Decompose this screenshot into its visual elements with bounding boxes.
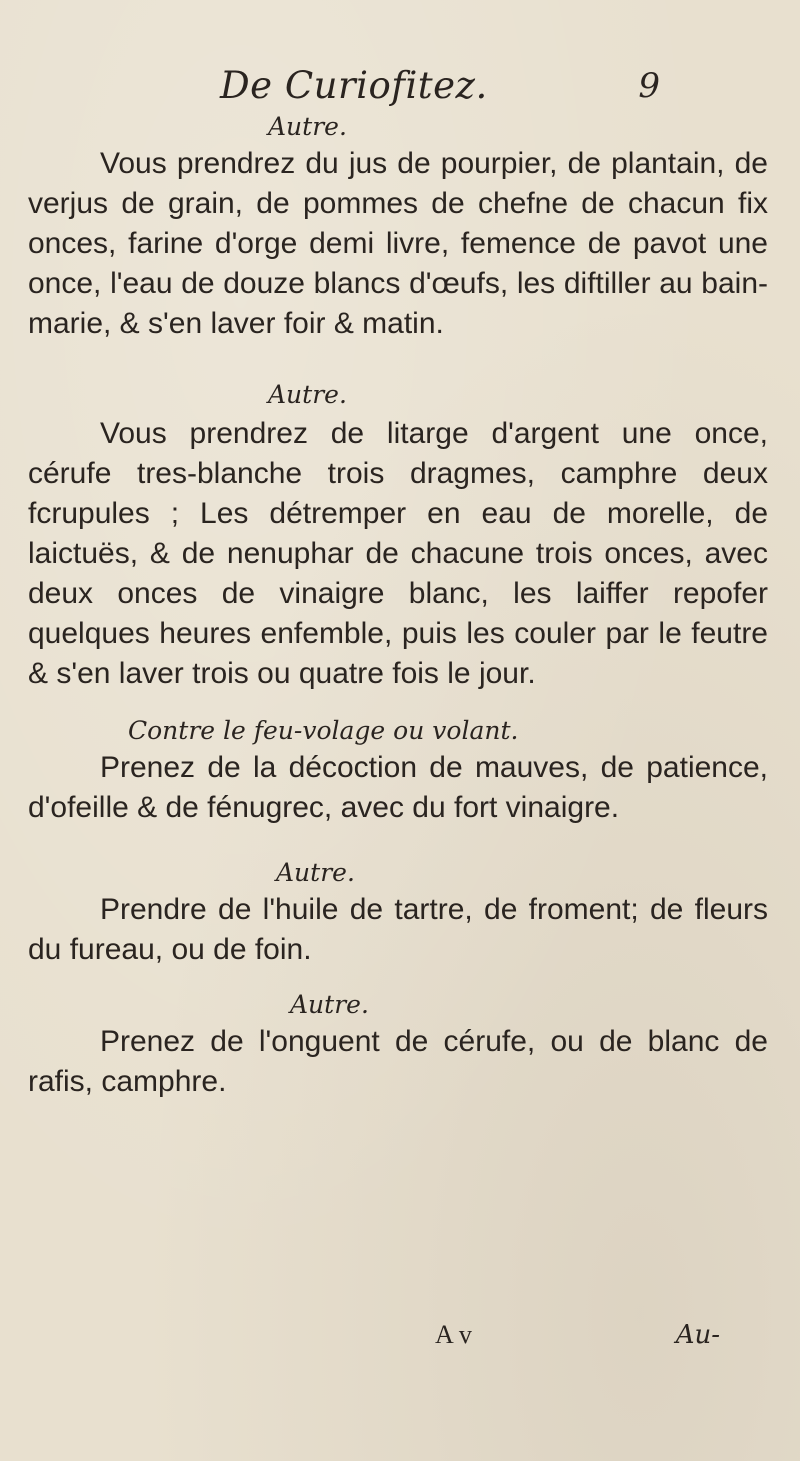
- section-paragraph: Prendre de l'huile de tartre, de froment; de fleurs du fureau, ou de foin.: [28, 893, 768, 966]
- section-paragraph: Vous prendrez de litarge d'argent une once, cérufe tres-blanche trois dragmes, camphre deux fcrupules ; Les détremper en eau de morelle, de laictuës, & de nenuphar de chacune trois onces, avec deux onces de vinaigre blanc, les laiffer repofer quelques heures enfemble, puis les couler par le feutre & s'en laver trois ou quatre fois le jour.: [28, 417, 768, 690]
- section-heading: Contre le feu-volage ou volant.: [128, 716, 519, 745]
- page-footer: [400, 1320, 720, 1360]
- page-number: 9: [638, 66, 660, 106]
- section-paragraph: Prenez de la décoction de mauves, de patience, d'ofeille & de fénugrec, avec du fort vinaigre.: [28, 751, 768, 824]
- section-paragraph: Prenez de l'onguent de cérufe, ou de blanc de rafis, camphre.: [28, 1025, 768, 1098]
- running-title: De Curiofitez.: [220, 64, 488, 107]
- section-paragraph: Vous prendrez du jus de pourpier, de plantain, de verjus de grain, de pommes de chefne de chacun fix onces, farine d'orge demi livre, femence de pavot une once, l'eau de douze blancs d'œufs, les diftiller au bain-marie, & s'en laver foir & matin.: [28, 147, 768, 340]
- signature-mark: A v: [435, 1320, 472, 1349]
- page-header: [200, 64, 660, 114]
- section-heading: Autre.: [276, 858, 355, 887]
- section-heading: Autre.: [268, 380, 347, 409]
- section-heading: Autre.: [268, 112, 347, 141]
- catchword: Au-: [675, 1320, 720, 1350]
- section-heading: Autre.: [290, 990, 369, 1019]
- body-text: [28, 110, 768, 1102]
